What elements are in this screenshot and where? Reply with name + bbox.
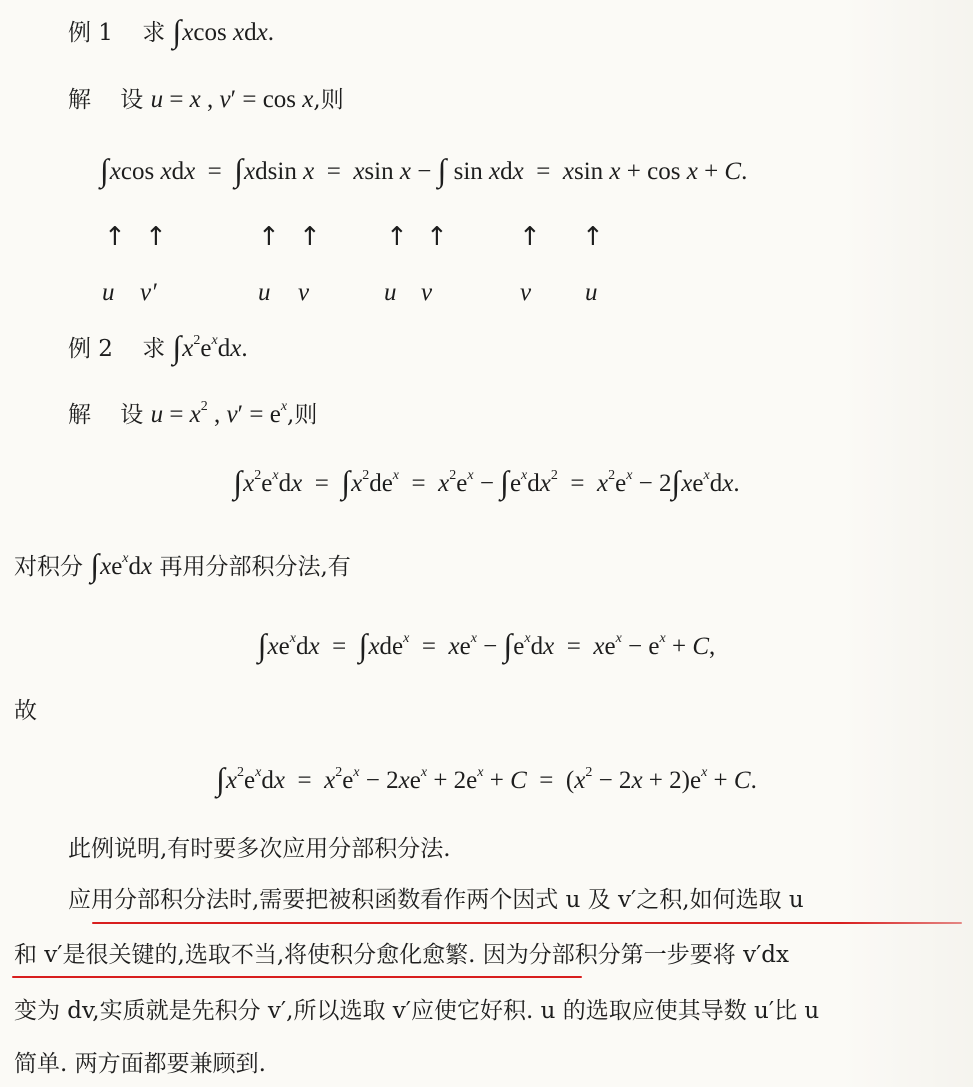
solution-label: 解 — [68, 87, 91, 113]
up-arrow-icon: ↑ — [519, 222, 541, 252]
inner-integral-derivation: $\int xe^xdx = \int xde^x = xe^x - \int e^xdx = xe^x - e^x + C$, — [257, 627, 716, 663]
inner-integral: $\int xe^xdx$ — [90, 547, 153, 583]
example-1-label: 例 1 — [68, 20, 113, 46]
up-arrow-icon: ↑ — [386, 222, 408, 252]
red-underline — [92, 922, 962, 924]
integrate-again-line — [14, 548, 351, 582]
example-2-derivation: $\int x^2e^xdx = \int x^2de^x = x^2e^x - \int e^xdx^2 = x^2e^x - 2\int xe^xdx$. — [233, 464, 740, 500]
example-2-solution-setup — [68, 400, 317, 430]
example-2-label: 例 2 — [68, 336, 113, 362]
paragraph-line-4: 简单. 两方面都要兼顾到. — [14, 1051, 266, 1077]
up-arrow-icon: ↑ — [104, 222, 126, 252]
up-arrow-icon: ↑ — [299, 222, 321, 252]
let-prefix: 设 — [120, 402, 144, 428]
let-suffix: ,则 — [313, 87, 344, 113]
again-suffix: 再用分部积分法,有 — [159, 554, 351, 580]
annotation-v: v — [421, 279, 433, 306]
annotation-v: v — [298, 279, 310, 306]
let-prefix: 设 — [120, 87, 144, 113]
annotation-u: u — [585, 279, 598, 306]
remark-text: 此例说明,有时要多次应用分部积分法. — [68, 836, 451, 862]
example-1-statement — [68, 14, 274, 48]
again-prefix: 对积分 — [14, 554, 83, 580]
example-1-prefix: 求 — [142, 20, 166, 46]
up-arrow-icon: ↑ — [258, 222, 280, 252]
substitution: $u = x^2$ , $v' = e^x$ — [150, 398, 288, 428]
let-suffix: ,则 — [287, 402, 318, 428]
up-arrow-icon: ↑ — [426, 222, 448, 252]
example-1-integral: ∫xcos xdx. — [172, 13, 274, 49]
example-2-statement — [68, 330, 248, 364]
annotation-u: u — [384, 279, 397, 306]
annotation-v: v — [520, 279, 532, 306]
up-arrow-icon: ↑ — [582, 222, 604, 252]
paragraph-line-1: 应用分部积分法时,需要把被积函数看作两个因式 u 及 v′之积,如何选取 u — [68, 887, 804, 913]
annotation-v-prime: v′ — [140, 279, 157, 306]
bleed-through-shading — [840, 0, 973, 1087]
annotation-u: u — [102, 279, 115, 306]
example-2-prefix: 求 — [142, 336, 166, 362]
final-result: $\int x^2e^xdx = x^2e^x - 2xe^x + 2e^x + C = (x^2 - 2x + 2)e^x + C$. — [216, 761, 757, 797]
paragraph-line-3: 变为 dv,实质就是先积分 v′,所以选取 v′应使它好积. u 的选取应使其导数 u′比 u — [14, 998, 820, 1024]
therefore-label: 故 — [14, 698, 37, 724]
example-1-derivation: ∫xcos xdx = ∫xdsin x = xsin x − ∫ sin xdx = xsin x + cos x + C. — [100, 152, 748, 188]
example-1-solution-setup — [68, 85, 344, 115]
substitution: u = x , v′ = cos x — [150, 86, 314, 113]
up-arrow-icon: ↑ — [145, 222, 167, 252]
example-2-integral: $\int x^2e^xdx$. — [172, 329, 248, 365]
solution-label: 解 — [68, 402, 91, 428]
annotation-u: u — [258, 279, 271, 306]
red-underline — [12, 976, 582, 978]
paragraph-line-2: 和 v′是很关键的,选取不当,将使积分愈化愈繁. 因为分部积分第一步要将 v′dx — [14, 942, 789, 968]
